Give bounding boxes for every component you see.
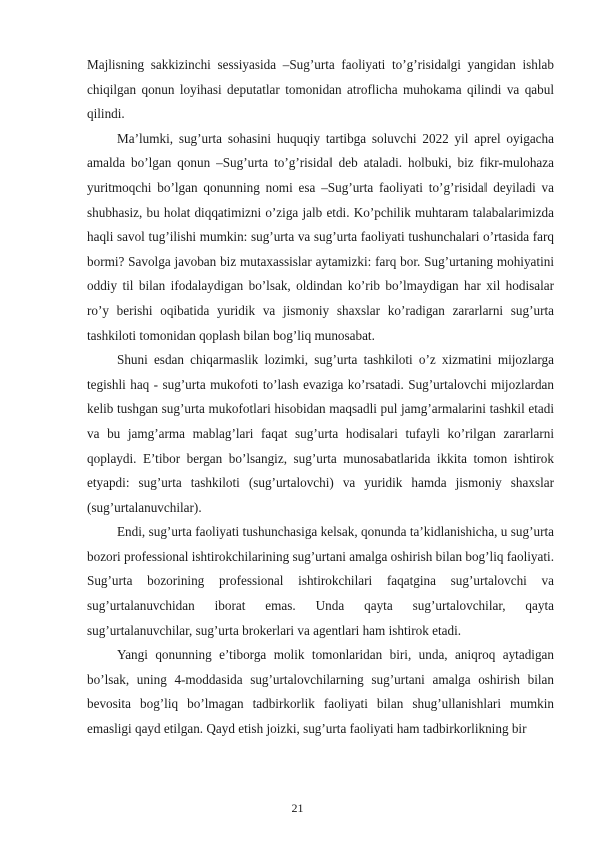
paragraph-2: Ma’lumki, sug’urta sohasini huquqiy tartibga soluvchi 2022 yil aprel oyigacha amalda bo’lgan qonun ‒Sug’urta to’g’risida‖ deb ataladi. holbuki, biz fikr-mulohaza yuritmoqchi bo’lgan qonunning nomi esa ‒Sug’urta faoliyati to’g’risida‖ deyiladi va shubhasiz, bu holat diqqatimizni o’ziga jalb etdi. Ko’pchilik muhtaram talabalarimizda haqli savol tug’ilishi mumkin: sug’urta va sug’urta faoliyati tushunchalari o’rtasida farq bormi? Savolga javoban biz mutaxassislar aytamizki: farq bor. Sug’urtaning mohiyatini oddiy til bilan ifodalaydigan bo’lsak, oldindan ko’rib bo’lmaydigan har xil hodisalar ro’y berishi oqibatida yuridik va jismoniy shaxslar ko’radigan zararlarni sug’urta tashkiloti tomonidan qoplash bilan bog’liq munosabat.: [87, 130, 554, 343]
paragraph-5: Yangi qonunning e’tiborga molik tomonlaridan biri, unda, aniqroq aytadigan bo’lsak, uning 4-moddasida sug’urtalovchilarning sug’urtani amalga oshirish bilan bevosita bog’liq bo’lmagan tadbirkorlik faoliyati bilan shug’ullanishlari mumkin emasligi qayd etilgan. Qayd etish joizki, sug’urta faoliyati ham tadbirkorlikning bir: [87, 647, 554, 737]
document-page: [87, 53, 554, 742]
paragraph-1: Majlisning sakkizinchi sessiyasida ‒Sug’urta faoliyati to’g’risida‖gi yangidan ishlab chiqilgan qonun loyihasi deputatlar tomonidan atroflicha muhokama qilindi va qabul qilindi.: [87, 57, 554, 122]
paragraph-3: Shuni esdan chiqarmaslik lozimki, sug’urta tashkiloti o’z xizmatini mijozlarga tegishli haq - sug’urta mukofoti to’lash evaziga ko’rsatadi. Sug’urtalovchi mijozlardan kelib tushgan sug’urta mukofotlari hisobidan maqsadli pul jamg’armalarini tashkil etadi va bu jamg’arma mablag’lari faqat sug’urta hodisalari tufayli ko’rilgan zararlarni qoplaydi. E’tibor bergan bo’lsangiz, sug’urta munosabatlarida ikkita tomon ishtirok etyapdi: sug’urta tashkiloti (sug’urtalovchi) va yuridik hamda jismoniy shaxslar (sug’urtalanuvchilar).: [87, 352, 554, 515]
page-number: 21: [291, 801, 304, 815]
paragraph-4: Endi, sug’urta faoliyati tushunchasiga kelsak, qonunda ta’kidlanishicha, u sug’urta bozori professional ishtirokchilarining sug’urtani amalga oshirish bilan bog’liq faoliyati. Sug’urta bozorining professional ishtirokchilari faqatgina sug’urtalovchi va sug’urtalanuvchidan iborat emas. Unda qayta sug’urtalovchilar, qayta sug’urtalanuvchilar, sug’urta brokerlari va agentlari ham ishtirok etadi.: [87, 524, 554, 638]
